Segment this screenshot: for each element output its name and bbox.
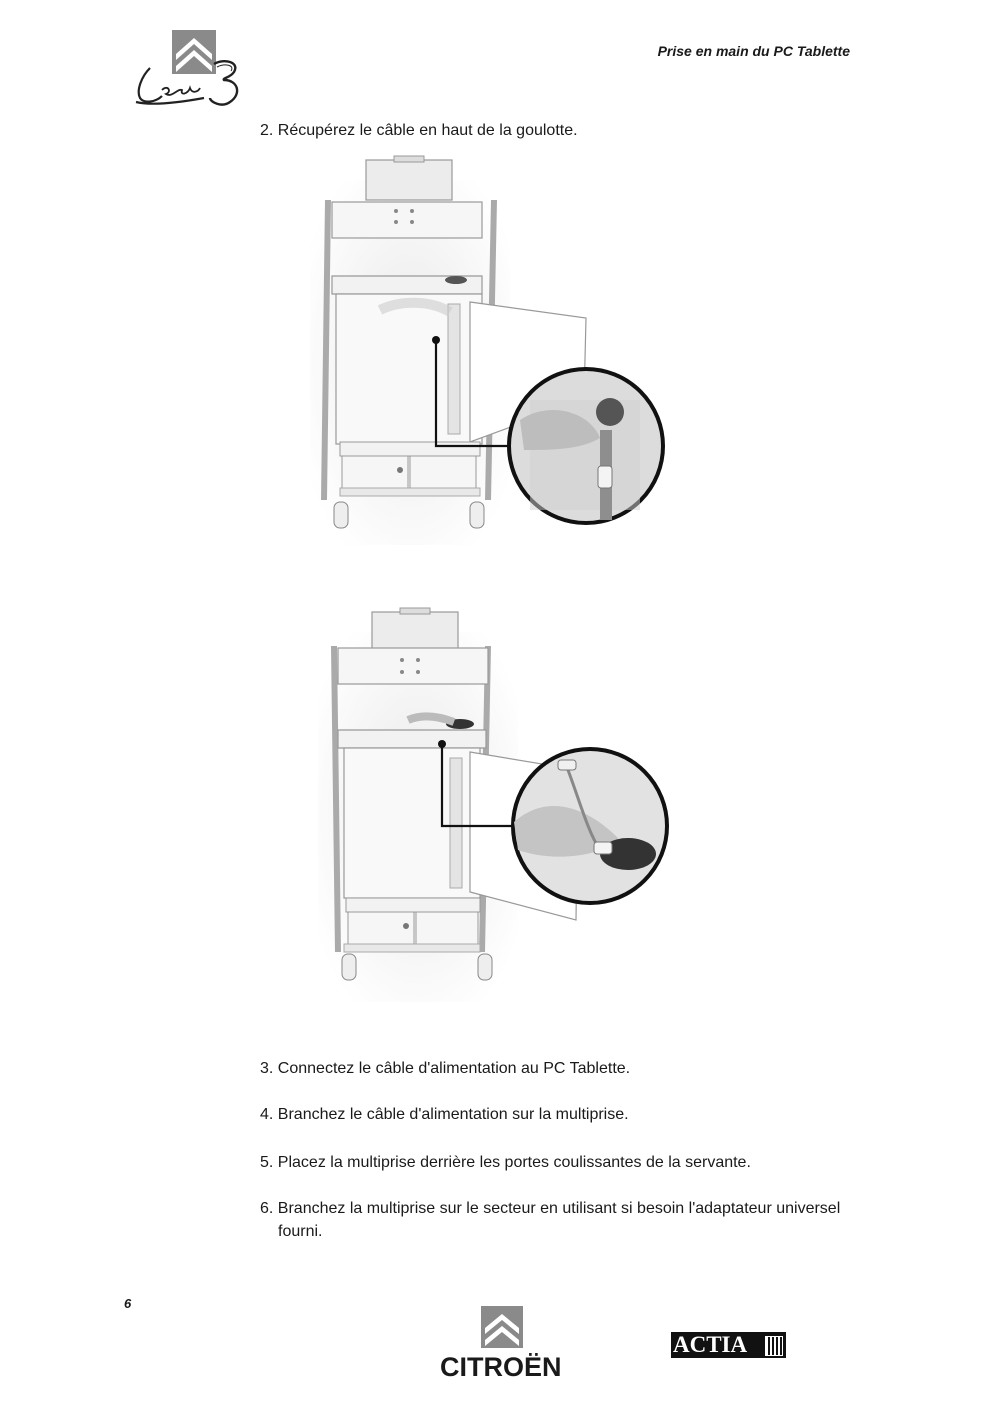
cart-drawing-2-icon xyxy=(318,602,678,1002)
step-4-text: 4. Branchez le câble d'alimentation sur la multiprise. xyxy=(260,1106,629,1123)
cart-illustration-2 xyxy=(318,602,678,1002)
cart-illustration-1 xyxy=(310,150,670,545)
page-number: 6 xyxy=(124,1296,132,1311)
lexia-3-mark xyxy=(206,58,246,113)
actia-grid-icon xyxy=(765,1336,783,1356)
actia-wordmark: ACTIA xyxy=(673,1332,748,1357)
step-5-text: 5. Placez la multiprise derrière les portes coulissantes de la servante. xyxy=(260,1154,751,1171)
citroen-wordmark: CITROËN xyxy=(440,1352,562,1382)
step-2-text: 2. Récupérez le câble en haut de la goulotte. xyxy=(260,122,578,139)
lexia-logo-text xyxy=(132,62,212,116)
citroen-double-chevron-icon xyxy=(481,1306,523,1348)
step-3-text: 3. Connectez le câble d'alimentation au PC Tablette. xyxy=(260,1060,631,1077)
page-header-title: Prise en main du PC Tablette xyxy=(657,43,850,59)
step-6-text: 6. Branchez la multiprise sur le secteur en utilisant si besoin l'adaptateur universel fourni. xyxy=(260,1200,841,1240)
cart-drawing-icon xyxy=(310,150,670,545)
citroen-chevron-logo xyxy=(481,1306,523,1348)
lexia-script-icon xyxy=(132,62,212,107)
three-glyph-icon xyxy=(206,58,246,108)
actia-logo xyxy=(671,1332,786,1358)
